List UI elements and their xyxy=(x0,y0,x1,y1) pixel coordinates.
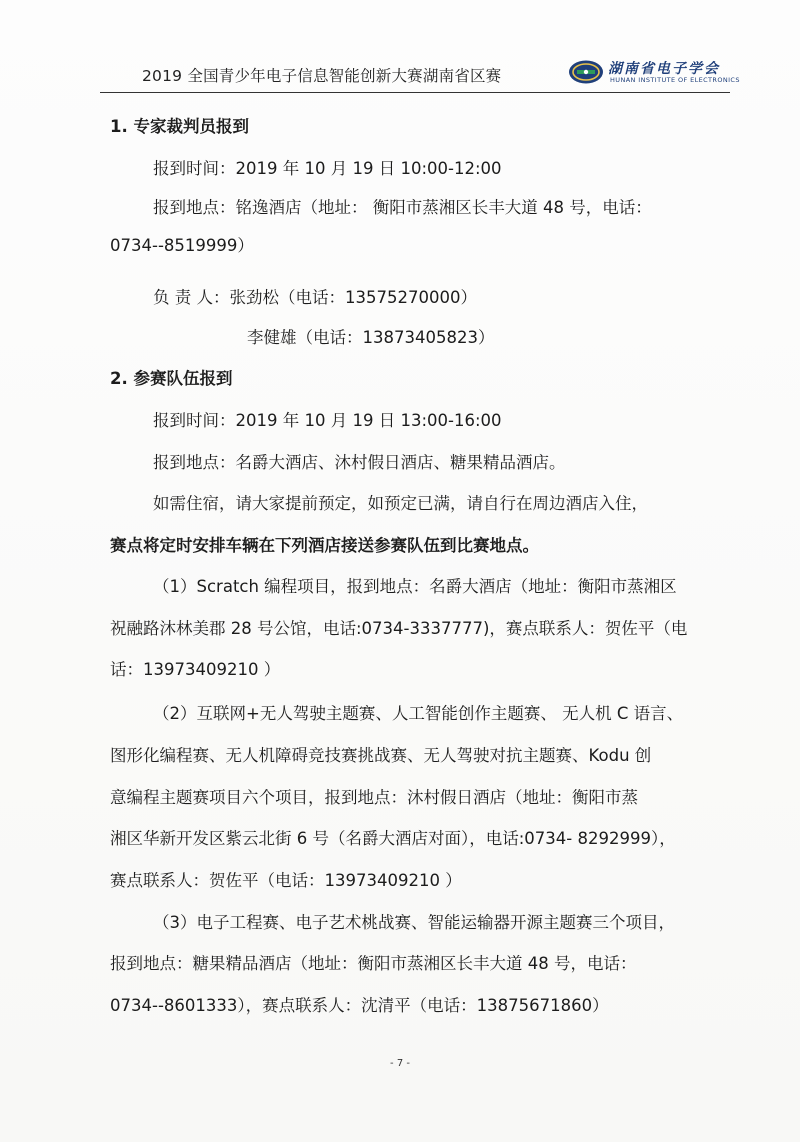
logo-chinese-text: 湖南省电子学会 xyxy=(608,61,720,77)
paragraph-line: 0734--8601333），赛点联系人：沈清平（电话：13875671860） xyxy=(110,996,609,1015)
header-title: 2019 全国青少年电子信息智能创新大赛湖南省区赛 xyxy=(142,67,502,85)
paragraph-line: 意编程主题赛项目六个项目，报到地点：沐村假日酒店（地址：衡阳市蒸 xyxy=(110,788,638,807)
paragraph-line: 图形化编程赛、无人机障碍竞技赛挑战赛、无人驾驶对抗主题赛、Kodu 创 xyxy=(110,746,652,765)
section-heading-teams: 2. 参赛队伍报到 xyxy=(110,369,233,388)
paragraph-line: （3）电子工程赛、电子艺术桃战赛、智能运输器开源主题赛三个项目， xyxy=(153,913,675,932)
section-heading-judges: 1. 专家裁判员报到 xyxy=(110,117,249,136)
page-number: - 7 - xyxy=(390,1058,410,1069)
paragraph-line: 赛点联系人：贺佐平（电话：13973409210 ） xyxy=(110,871,462,890)
emblem-icon xyxy=(568,59,604,85)
emphasis-line: 赛点将定时安排车辆在下列酒店接送参赛队伍到比赛地点。 xyxy=(110,536,539,555)
paragraph-line: 报到地点：名爵大酒店、沐村假日酒店、糖果精品酒店。 xyxy=(153,453,566,472)
paragraph-line: 报到时间：2019 年 10 月 19 日 10:00-12:00 xyxy=(153,159,502,178)
paragraph-line: （1）Scratch 编程项目，报到地点：名爵大酒店（地址：衡阳市蒸湘区 xyxy=(153,577,677,596)
paragraph-line: 负 责 人：张劲松（电话：13575270000） xyxy=(153,288,477,307)
paragraph-line: 如需住宿，请大家提前预定，如预定已满，请自行在周边酒店入住， xyxy=(153,494,648,513)
paragraph-line: 报到地点：糖果精品酒店（地址：衡阳市蒸湘区长丰大道 48 号，电话： xyxy=(110,954,637,973)
society-logo xyxy=(568,58,740,88)
paragraph-line: 报到时间：2019 年 10 月 19 日 13:00-16:00 xyxy=(153,411,502,430)
logo-english-text: HUNAN INSTITUTE OF ELECTRONICS xyxy=(610,76,740,84)
page-header xyxy=(100,52,740,93)
paragraph-line: 湘区华新开发区紫云北街 6 号（名爵大酒店对面），电话:0734- 8292999）， xyxy=(110,829,676,848)
paragraph-line: 话：13973409210 ） xyxy=(110,660,281,679)
paragraph-line: 李健雄（电话：13873405823） xyxy=(247,328,495,347)
paragraph-line: 0734--8519999） xyxy=(110,236,254,255)
paragraph-line: 祝融路沐林美郡 28 号公馆，电话:0734-3337777)，赛点联系人：贺佐平（电 xyxy=(110,619,688,638)
paragraph-line: （2）互联网+无人驾驶主题赛、人工智能创作主题赛、 无人机 C 语言、 xyxy=(153,704,684,723)
paragraph-line: 报到地点：铭逸酒店（地址： 衡阳市蒸湘区长丰大道 48 号，电话： xyxy=(153,198,652,217)
